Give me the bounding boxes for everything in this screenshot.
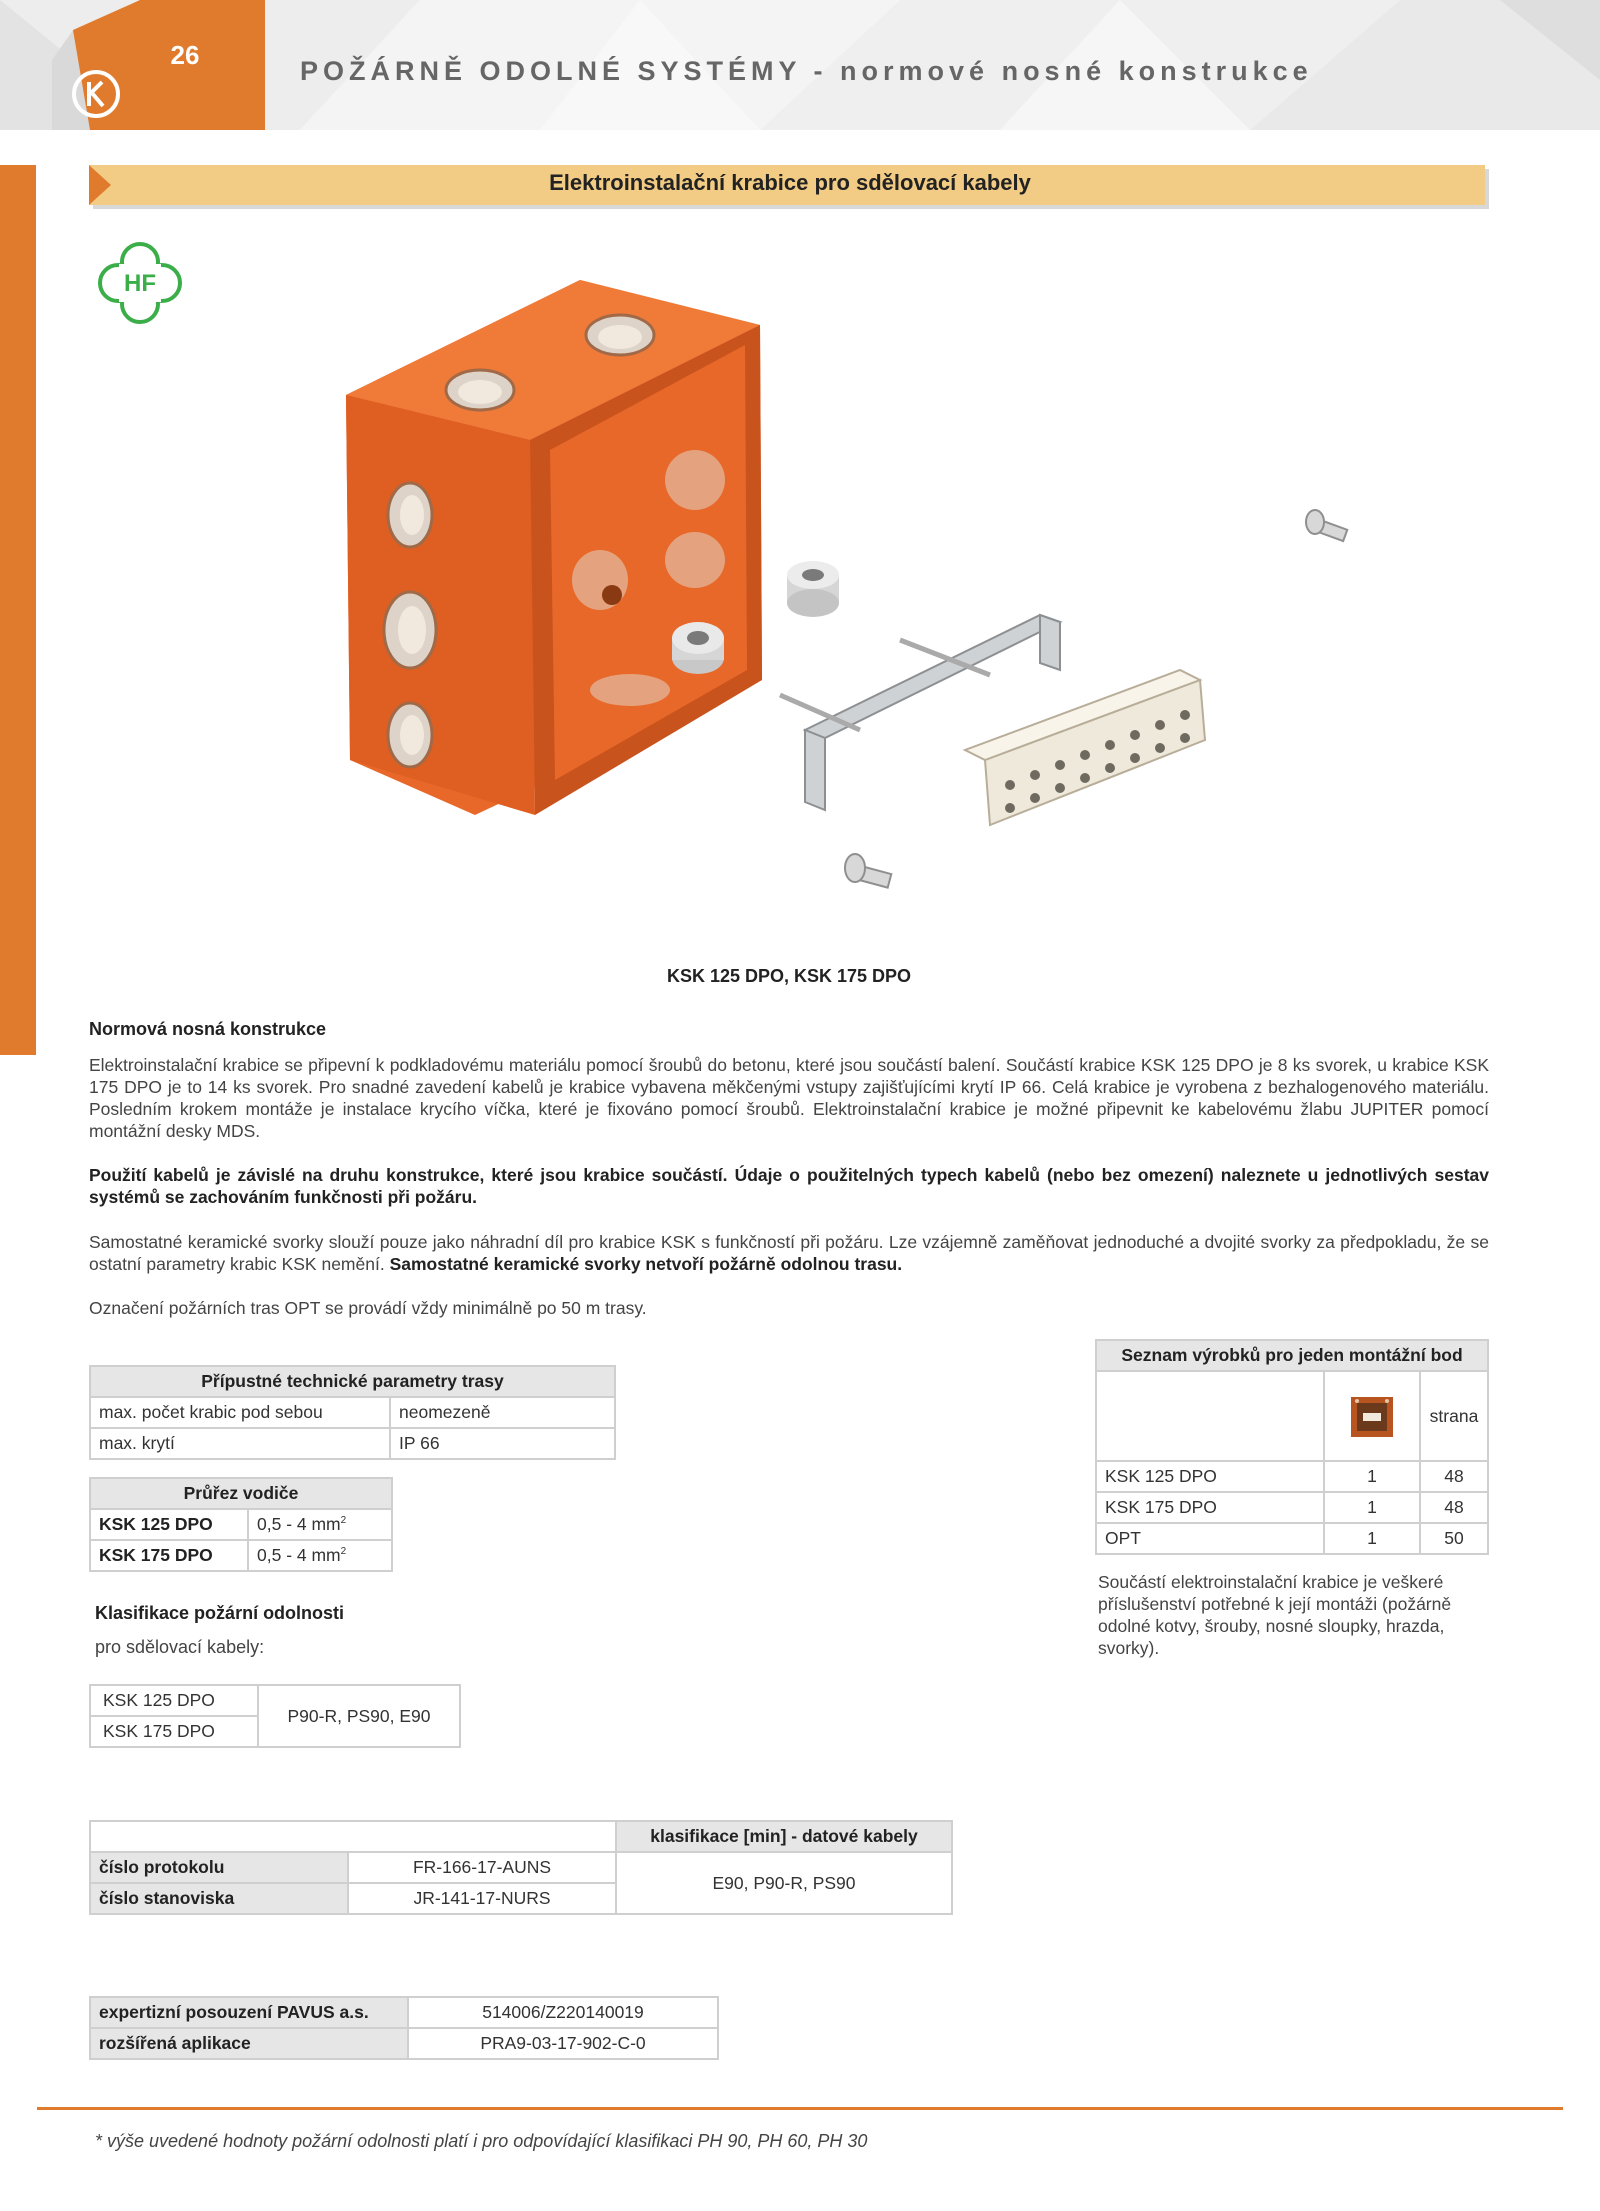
parameter-label: max. počet krabic pod sebou	[90, 1397, 390, 1428]
protocol-label: číslo protokolu	[90, 1852, 348, 1883]
product-name: KSK 125 DPO	[90, 1685, 258, 1716]
classification-value: P90-R, PS90, E90	[258, 1685, 460, 1747]
junction-box-thumbnail-icon	[1349, 1393, 1395, 1439]
company-logo-icon	[70, 68, 122, 120]
paragraph-description: Elektroinstalační krabice se připevní k podkladovému materiálu pomocí šroubů do betonu, které jsou součástí balení. Součástí krabice KSK 125 DPO je 8 ks svorek, u krabice KSK 175 DPO je to 14 ks svorek. Pro snadné zavedení kabelů je krabice vybavena měkčenými vstupy zajišťujícími krytí IP 66. Celá krabice je vyrobena z bezhalogenového materiálu. Posledním krokem montáže je instalace krycího víčka, které je fixováno pomocí šroubů. Elektroinstalační krabice je možné připevnit ke kabelovému žlabu JUPITER pomocí montážní desky MDS.	[89, 1055, 1489, 1141]
quantity-column-header	[1324, 1371, 1420, 1461]
footnote: * výše uvedené hodnoty požární odolnosti platí i pro odpovídající klasifikaci PH 90, PH 60, PH 30	[95, 2131, 868, 2151]
parameter-label: max. krytí	[90, 1428, 390, 1459]
product-list-header: Seznam výrobků pro jeden montážní bod	[1096, 1340, 1488, 1371]
paragraph-ceramic-terminals-warning: Samostatné keramické svorky netvoří požárně odolnou trasu.	[389, 1254, 903, 1274]
table-row	[90, 1685, 460, 1716]
product-list-note: Součástí elektroinstalační krabice je veškeré příslušenství potřebné k její montáži (požárně odolné kotvy, šrouby, nosné sloupky, hrazda, svorky).	[1098, 1572, 1452, 1658]
table-row	[1096, 1492, 1488, 1523]
footer-divider	[37, 2107, 1563, 2110]
product-name: KSK 125 DPO	[90, 1509, 248, 1540]
product-page: 48	[1420, 1461, 1488, 1492]
table-row	[1096, 1523, 1488, 1554]
unit-exponent: 2	[340, 1546, 347, 1558]
parameter-value: neomezeně	[390, 1397, 615, 1428]
product-name: KSK 175 DPO	[1096, 1492, 1324, 1523]
page-number: 26	[170, 40, 200, 70]
parameters-table	[89, 1365, 616, 1460]
cross-section-value	[248, 1540, 392, 1571]
halogen-free-badge-icon	[95, 240, 185, 326]
expert-value: PRA9-03-17-902-C-0	[408, 2028, 718, 2059]
protocol-value: JR-141-17-NURS	[348, 1883, 616, 1914]
classification-title: Klasifikace požární odolnosti	[95, 1603, 345, 1623]
junction-box-icon	[346, 280, 762, 815]
table-row	[90, 1428, 615, 1459]
table-row	[90, 1540, 392, 1571]
table-row	[1096, 1461, 1488, 1492]
subheading: Normová nosná konstrukce	[89, 1019, 327, 1039]
expert-label: rozšířená aplikace	[90, 2028, 408, 2059]
product-name: OPT	[1096, 1523, 1324, 1554]
expert-label: expertizní posouzení PAVUS a.s.	[90, 1997, 408, 2028]
paragraph-ceramic-terminals-text: Samostatné keramické svorky slouží pouze jako náhradní díl pro krabice KSK s funkčností při požáru. Lze vzájemně zaměňovat jednoduché a dvojité svorky za předpokladu, že se ostatní parametry krabic KSK nemění.	[89, 1232, 1489, 1274]
table-row	[90, 2028, 718, 2059]
cross-section-number: 0,5 - 4 mm	[257, 1545, 341, 1565]
paragraph-ceramic-terminals	[89, 1231, 1489, 1275]
product-name: KSK 125 DPO	[1096, 1461, 1324, 1492]
cross-section-number: 0,5 - 4 mm	[257, 1514, 341, 1534]
unit-exponent: 2	[340, 1515, 347, 1527]
protocol-table	[89, 1820, 953, 1915]
cross-section-value	[248, 1509, 392, 1540]
table-row	[1096, 1371, 1488, 1461]
protocol-classification-header: klasifikace [min] - datové kabely	[616, 1821, 952, 1852]
product-quantity: 1	[1324, 1523, 1420, 1554]
expert-assessment-table	[89, 1996, 719, 2060]
section-title: Elektroinstalační krabice pro sdělovací kabely	[549, 170, 1031, 195]
classification-subtitle: pro sdělovací kabely:	[95, 1637, 265, 1657]
spacer-icon	[787, 561, 839, 617]
product-quantity: 1	[1324, 1492, 1420, 1523]
table-row	[90, 1509, 392, 1540]
protocol-label: číslo stanoviska	[90, 1883, 348, 1914]
product-caption: KSK 125 DPO, KSK 175 DPO	[666, 966, 912, 986]
hf-badge-label: HF	[124, 270, 156, 297]
table-row	[90, 1821, 952, 1852]
page-column-header: strana	[1420, 1371, 1488, 1461]
product-list-table	[1095, 1339, 1489, 1555]
empty-cell	[90, 1821, 616, 1852]
conductor-cross-section-table	[89, 1477, 393, 1572]
parameter-value: IP 66	[390, 1428, 615, 1459]
screw-icon	[845, 510, 1347, 888]
classification-table	[89, 1684, 461, 1748]
product-name: KSK 175 DPO	[90, 1716, 258, 1747]
protocol-value: FR-166-17-AUNS	[348, 1852, 616, 1883]
header-title: POŽÁRNĚ ODOLNÉ SYSTÉMY - normové nosné konstrukce	[300, 56, 1313, 86]
paragraph-opt-marking: Označení požárních tras OPT se provádí vždy minimálně po 50 m trasy.	[89, 1298, 647, 1318]
paragraph-cable-usage: Použití kabelů je závislé na druhu konstrukce, které jsou krabice součástí. Údaje o použitelných typech kabelů (nebo bez omezení) naleznete u jednotlivých sestav systémů se zachováním funkčnosti při požáru.	[89, 1165, 1489, 1207]
side-accent-stripe	[0, 165, 36, 1055]
product-quantity: 1	[1324, 1461, 1420, 1492]
table-row	[90, 1997, 718, 2028]
product-page: 48	[1420, 1492, 1488, 1523]
parameters-table-header: Přípustné technické parametry trasy	[90, 1366, 615, 1397]
protocol-classification-value: E90, P90-R, PS90	[616, 1852, 952, 1914]
cross-section-table-header: Průřez vodiče	[90, 1478, 392, 1509]
empty-cell	[1096, 1371, 1324, 1461]
product-name: KSK 175 DPO	[90, 1540, 248, 1571]
ceramic-terminal-icon	[965, 670, 1205, 825]
table-row	[90, 1852, 952, 1883]
product-illustration	[300, 250, 1390, 950]
product-page: 50	[1420, 1523, 1488, 1554]
expert-value: 514006/Z220140019	[408, 1997, 718, 2028]
table-row	[90, 1397, 615, 1428]
